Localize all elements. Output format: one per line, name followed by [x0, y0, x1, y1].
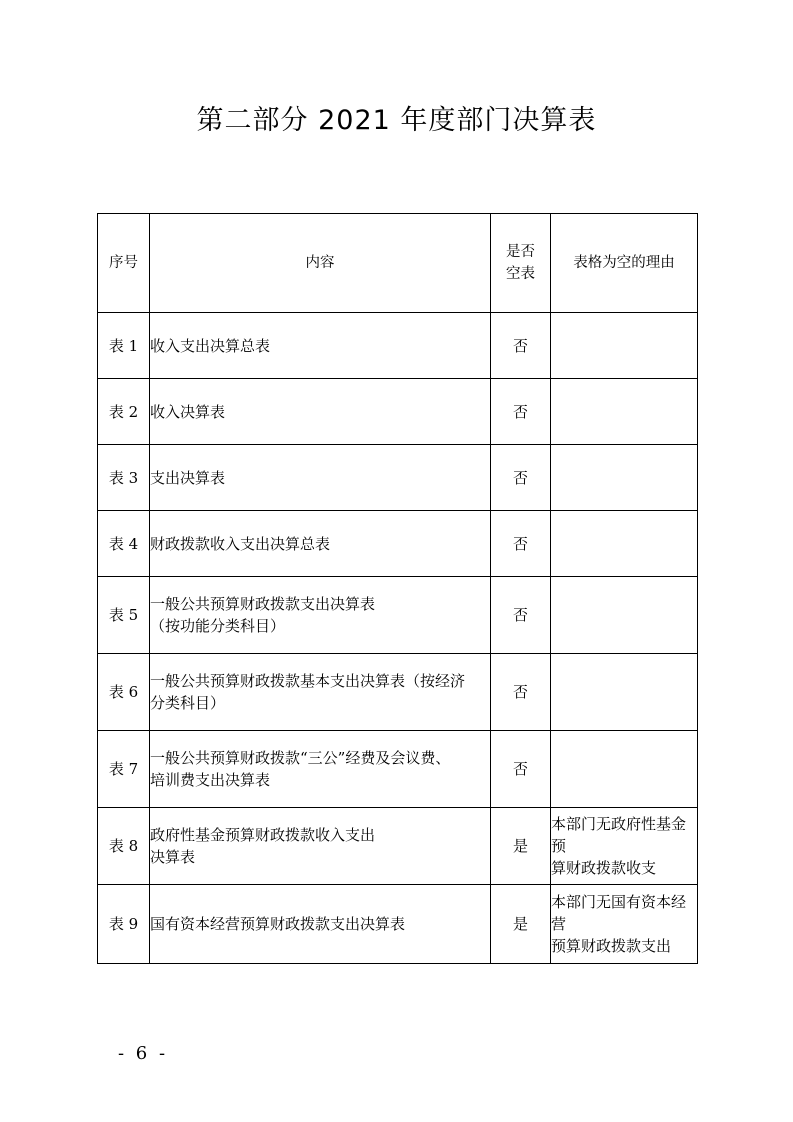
row-index: 表 4	[98, 511, 150, 577]
row-reason	[551, 313, 698, 379]
table-row	[98, 808, 698, 885]
row-is-empty: 是	[491, 885, 551, 964]
row-content	[150, 313, 491, 379]
row-index: 表 9	[98, 885, 150, 964]
row-content-line1: 支出决算表	[150, 468, 226, 487]
header-index: 序号	[98, 214, 150, 313]
row-index: 表 8	[98, 808, 150, 885]
table-row	[98, 577, 698, 654]
table-row	[98, 511, 698, 577]
row-content	[150, 654, 491, 731]
row-content-line1: 财政拨款收入支出决算总表	[150, 534, 331, 553]
header-content: 内容	[150, 214, 491, 313]
table-row	[98, 313, 698, 379]
page-title: 第二部分 2021 年度部门决算表	[196, 105, 597, 136]
row-reason-line1: 本部门无国有资本经营	[551, 893, 687, 933]
row-is-empty: 是	[491, 808, 551, 885]
header-is-empty-line2: 空表	[506, 266, 535, 282]
row-index: 表 6	[98, 654, 150, 731]
row-content	[150, 511, 491, 577]
row-content-line2: （按功能分类科目）	[150, 617, 286, 635]
row-content-line1: 政府性基金预算财政拨款收入支出	[150, 826, 376, 844]
row-reason	[551, 379, 698, 445]
row-is-empty: 否	[491, 445, 551, 511]
row-reason	[551, 445, 698, 511]
row-reason-line2: 预算财政拨款支出	[551, 937, 672, 955]
header-is-empty	[491, 214, 551, 313]
row-reason	[551, 885, 698, 964]
row-reason	[551, 654, 698, 731]
row-content-line1: 一般公共预算财政拨款基本支出决算表（按经济	[150, 672, 466, 690]
row-content	[150, 379, 491, 445]
row-content-line2: 培训费支出决算表	[150, 771, 271, 789]
row-is-empty: 否	[491, 577, 551, 654]
final-accounts-table	[97, 213, 698, 964]
row-content-line2: 分类科目）	[150, 694, 226, 712]
row-is-empty: 否	[491, 511, 551, 577]
row-reason-line2: 算财政拨款收支	[551, 859, 657, 877]
row-content	[150, 577, 491, 654]
table-header-row	[98, 214, 698, 313]
row-is-empty: 否	[491, 654, 551, 731]
row-reason	[551, 808, 698, 885]
table-row	[98, 445, 698, 511]
row-index: 表 1	[98, 313, 150, 379]
row-index: 表 5	[98, 577, 150, 654]
row-content-line1: 国有资本经营预算财政拨款支出决算表	[150, 915, 406, 933]
row-is-empty: 否	[491, 731, 551, 808]
row-content	[150, 885, 491, 964]
row-content-line2: 决算表	[150, 848, 196, 866]
table-row	[98, 379, 698, 445]
row-reason	[551, 577, 698, 654]
row-index: 表 7	[98, 731, 150, 808]
header-is-empty-line1: 是否	[506, 244, 535, 260]
row-content-line1: 一般公共预算财政拨款“三公”经费及会议费、	[150, 749, 451, 767]
row-index: 表 2	[98, 379, 150, 445]
row-content-line1: 收入决算表	[150, 402, 226, 421]
row-content	[150, 808, 491, 885]
table-row	[98, 654, 698, 731]
row-reason-line1: 本部门无政府性基金预	[551, 815, 687, 855]
row-index: 表 3	[98, 445, 150, 511]
row-reason	[551, 511, 698, 577]
row-content-line1: 一般公共预算财政拨款支出决算表	[150, 595, 376, 613]
table-row	[98, 885, 698, 964]
row-reason	[551, 731, 698, 808]
row-content	[150, 445, 491, 511]
header-reason: 表格为空的理由	[551, 214, 698, 313]
row-content-line1: 收入支出决算总表	[150, 336, 271, 355]
table-row	[98, 731, 698, 808]
page-number: - 6 -	[118, 1043, 169, 1064]
row-is-empty: 否	[491, 313, 551, 379]
row-is-empty: 否	[491, 379, 551, 445]
row-content	[150, 731, 491, 808]
